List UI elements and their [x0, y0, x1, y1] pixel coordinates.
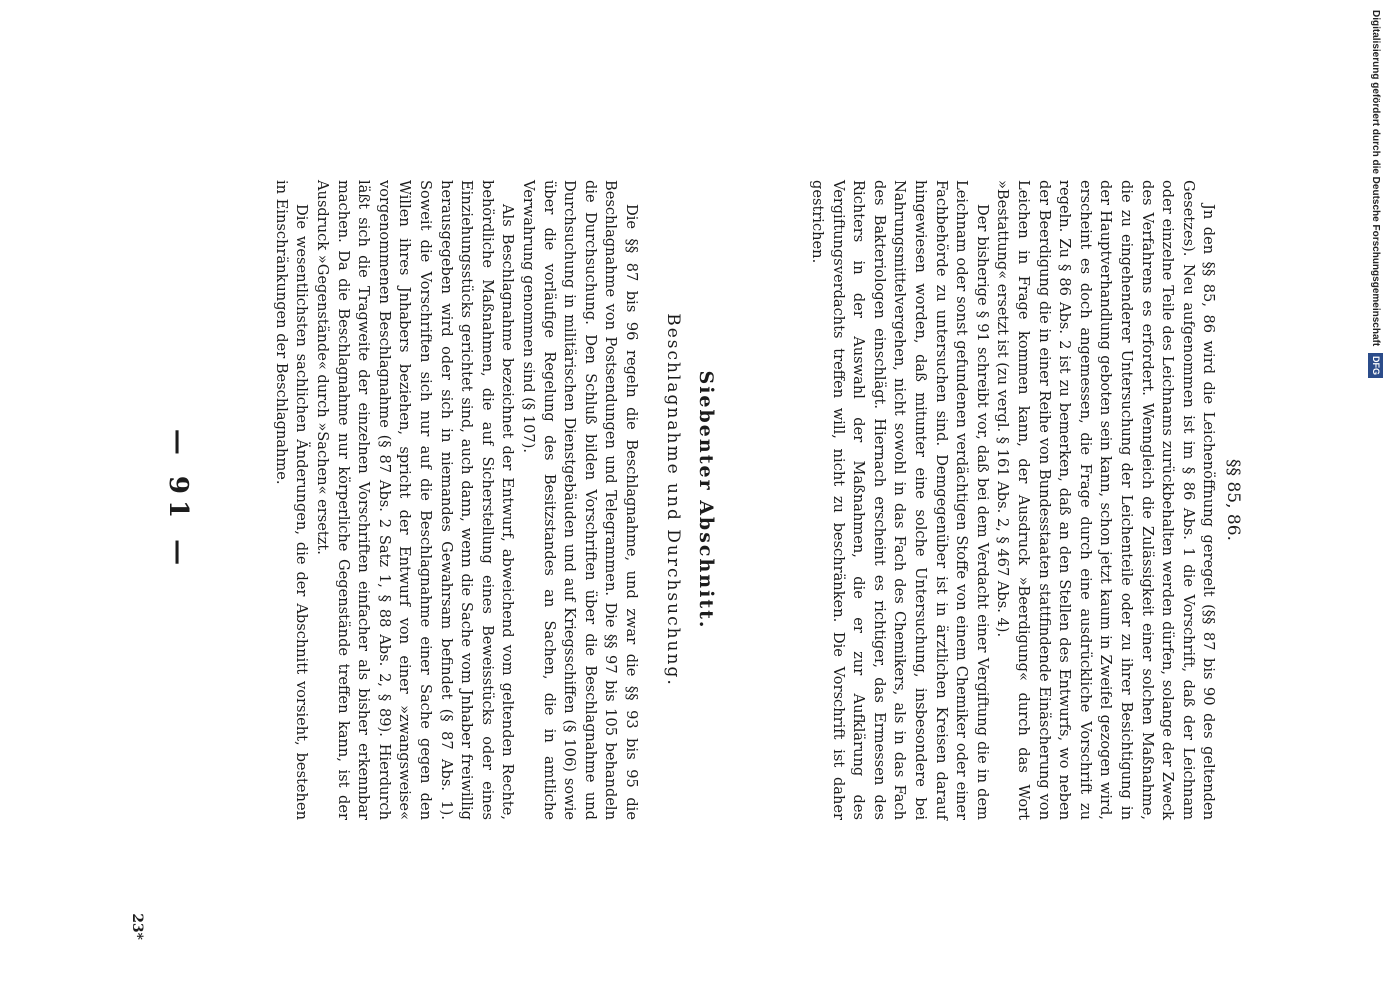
section-heading: §§ 85, 86. [1223, 459, 1243, 541]
paragraph: Die wesentlichsten sachlichen Änderungen, die der Abschnitt vorsieht, bestehen in Einschränkungen der Beschlagnahme. [272, 180, 311, 820]
paragraph: Die §§ 87 bis 96 regeln die Beschlagnahme, und zwar die §§ 93 bis 95 die Beschlagnahme von Postsendungen und Telegrammen. Die §§ 97 bis 105 behandeln die Durchsuchung. Den Schluß bilden Vorschriften über die Beschlagnahme und Durchsuchung in militärischen Dienstgebäuden und auf Kriegsschiffen (§ 106) sowie über die vorläufige Regelung des Besitzstandes an Sachen, die in amtliche Verwahrung genommen sind (§ 107). [520, 180, 640, 820]
paragraph: Der bisherige § 91 schreibt vor, daß bei dem Verdacht einer Vergiftung die in dem Leichnam oder sonst gefundenen verdächtigen Stoffe von einem Chemiker oder einer Fachbehörde zu untersuchen sind. Demgegenüber ist in ärztlichen Kreisen darauf hingewiesen worden, daß mitunter eine solche Untersuchung, insbesondere bei Nahrungsmittelvergehen, nicht sowohl in das Fach des Chemikers, als in das Fach des Bakteriologen einschlägt. Hiernach erscheint es richtiger, das Ermessen des Richters in der Auswahl der Maßnahmen, die er zur Aufklärung des Vergiftungsverdachts treffen will, nicht zu beschränken. Die Vorschrift ist daher gestrichen. [809, 180, 991, 820]
paragraph: Als Beschlagnahme bezeichnet der Entwurf, abweichend vom geltenden Rechte, behördliche Maßnahmen, die auf Sicherstellung eines Beweisstücks oder eines Einziehungsstücks gerichtet sind, auch dann, wenn die Sache vom Jnhaber freiwillig herausgegeben wird oder sich in niemandes Gewahrsam befindet (§ 87 Abs. 1). Soweit die Vorschriften sich nur auf die Beschlagnahme einer Sache gegen den Willen ihres Jnhabers beziehen, spricht der Entwurf von einer »zwangsweise« vorgenommenen Beschlagnahme (§ 87 Abs. 2 Satz 1, § 88 Abs. 2, § 89). Hierdurch läßt sich die Tragweite der einzelnen Vorschriften einfacher als bisher erkennbar machen. Da die Beschlagnahme nur körperliche Gegenstände treffen kann, ist der Ausdruck »Gegenstände« durch »Sachen« ersetzt. [314, 180, 517, 820]
credit-text: Digitalisierung gefördert durch die Deutsche Forschungsgemeinschaft [1370, 10, 1381, 347]
chapter-title: Siebenter Abschnitt. [695, 370, 717, 630]
section-85-86 [807, 180, 1243, 820]
chapter-text [270, 180, 641, 820]
signature-mark: 23* [129, 913, 145, 940]
paragraph: Jn den §§ 85, 86 wird die Leichenöffnung geregelt (§§ 87 bis 90 des geltenden Gesetzes). Neu aufgenommen ist im § 86 Abs. 1 die Vorschrift, daß der Leichnam oder einzelne Teile des Leichnams zurückbehalten werden dürfen, solange der Zweck des Verfahrens es erfordert. Wenngleich die Zulässigkeit einer solchen Maßnahme, die zu eingehenderer Untersuchung der Leichenteile oder zu ihrer Besichtigung in der Hauptverhandlung geboten sein kann, schon jetzt kaum in Zweifel gezogen wird, erscheint es doch angemessen, die Frage durch eine ausdrückliche Vorschrift zu regeln. Zu § 86 Abs. 2 ist zu bemerken, daß an den Stellen des Entwurfs, wo neben der Beerdigung die in einer Reihe von Bundesstaaten stattfindende Einäscherung von Leichen in Frage kommen kann, der Ausdruck »Beerdigung« durch das Wort »Bestattung« ersetzt ist (zu vergl. § 161 Abs. 2, § 467 Abs. 4). [994, 180, 1218, 820]
dfg-logo: DFG [1368, 353, 1383, 378]
chapter-subtitle: Beschlagnahme und Durchsuchung. [663, 313, 683, 687]
page-number-header: — 91 — [163, 428, 193, 572]
digitization-credit [1368, 10, 1383, 995]
